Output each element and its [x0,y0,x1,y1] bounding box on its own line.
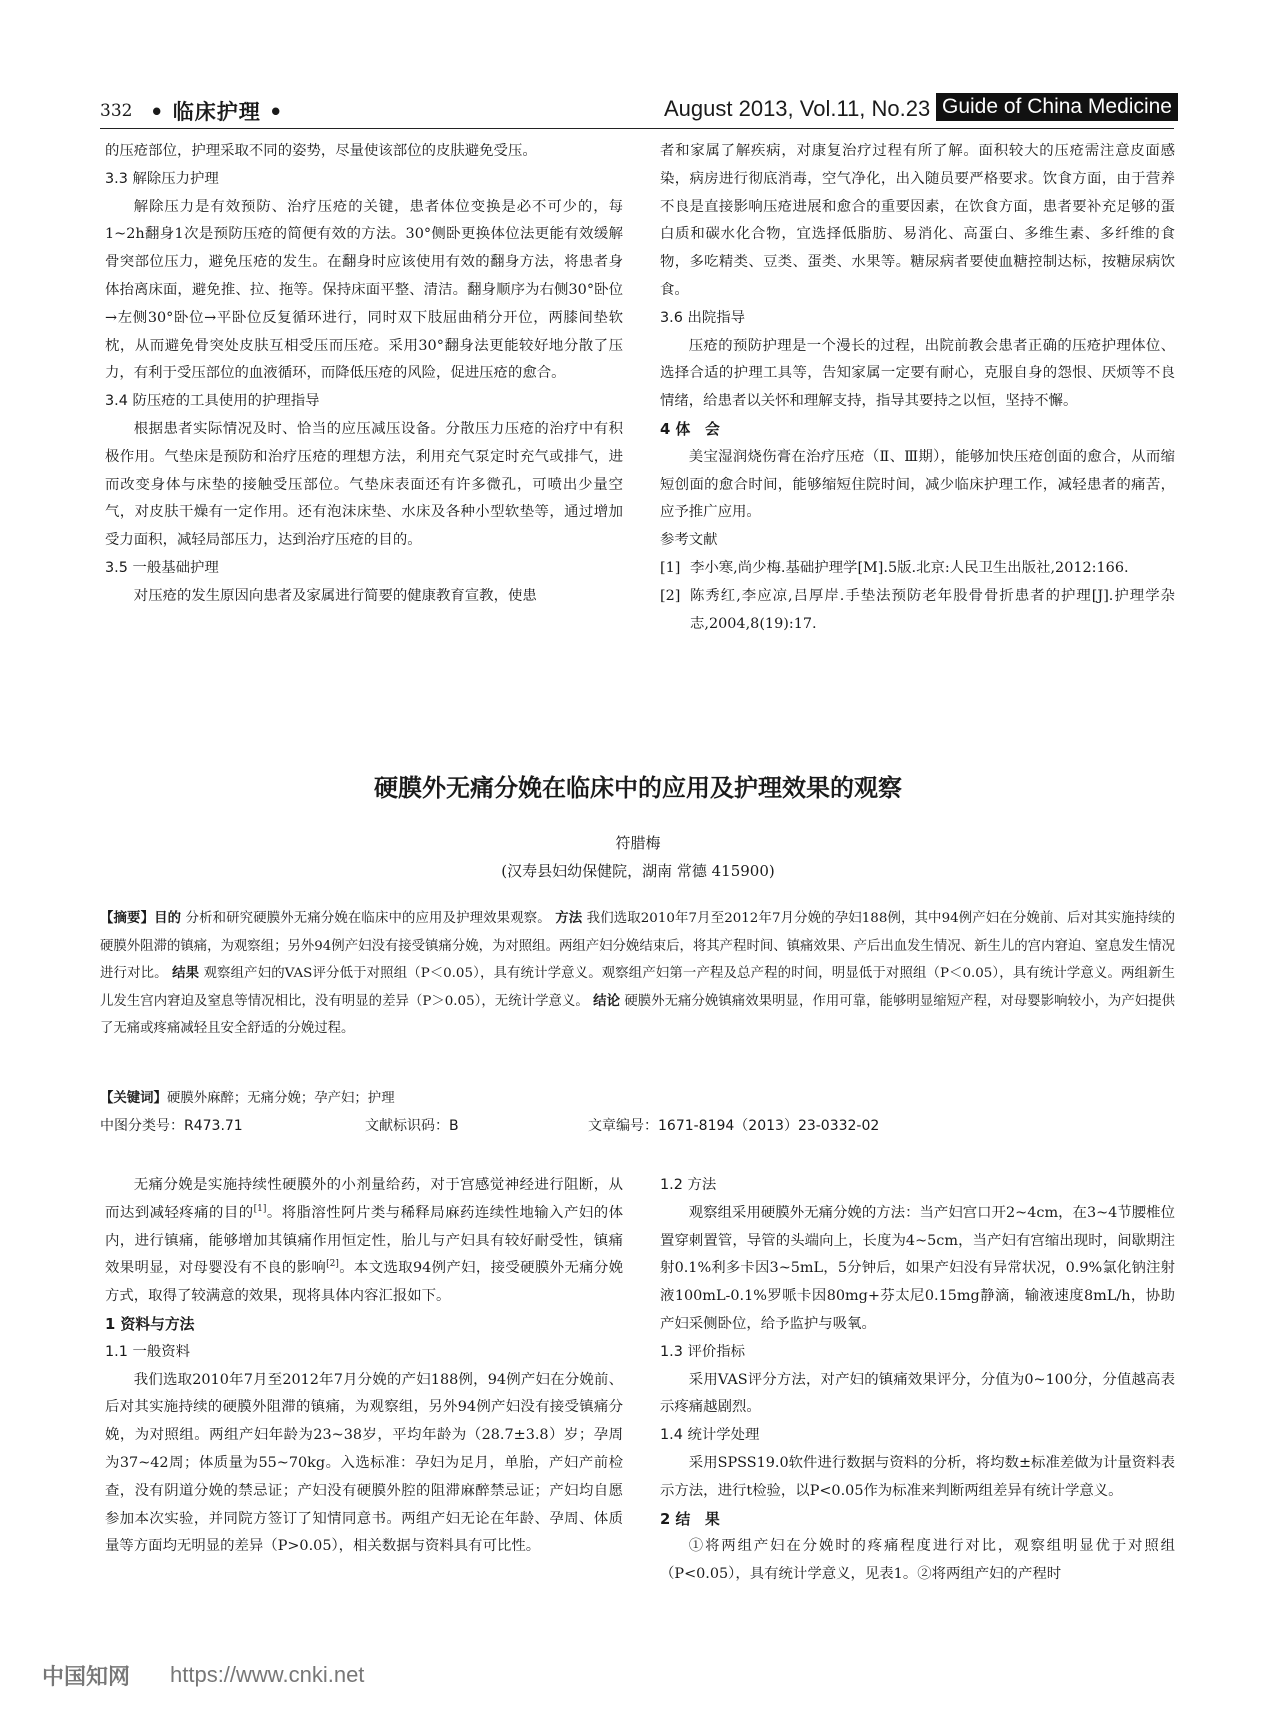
reference-text: 李小寒,尚少梅.基础护理学[M].5版.北京:人民卫生出版社,2012:166. [690,559,1129,576]
keywords [100,1087,1175,1106]
page-number: 332 [100,101,133,121]
abstract-label: 【摘要】 [100,911,155,926]
citation: [1] [253,1204,267,1214]
intro-text: 。将脂溶性阿片类与稀释局麻药连续性地输入产妇的体内，进行镇痛，能够增加其镇痛作用恒定性，胎儿与产妇具有较好耐受性，镇痛效果明显，对母婴没有不良的影响 [105,1204,623,1277]
abstract-objective-label: 目的 [154,911,182,926]
cnki-logo: 中国知网 [42,1665,131,1690]
cnki-url: https://www.cnki.net [170,1662,365,1687]
section-heading: 3.5 一般基础护理 [105,559,219,576]
references-heading: 参考文献 [660,532,718,549]
abstract-result-label: 结果 [172,966,200,981]
paragraph: 压疮的预防护理是一个漫长的过程，出院前教会患者正确的压疮护理体位、选择合适的护理工具等，告知家属一定要有耐心，克服自身的怨恨、厌烦等不良情绪，给患者以关怀和理解支持，指导其要持之以恒，坚持不懈。 [660,337,1175,410]
paragraph: 美宝湿润烧伤膏在治疗压疮（Ⅱ、Ⅲ期），能够加快压疮创面的愈合，从而缩短创面的愈合时间，能够缩短住院时间，减少临床护理工作，减轻患者的痛苦，应予推广应用。 [660,448,1175,521]
paragraph: 解除压力是有效预防、治疗压疮的关键，患者体位变换是必不可少的，每1~2h翻身1次是预防压疮的简便有效的方法。30°侧卧更换体位法更能有效缓解骨突部位压力，避免压疮的发生。在翻身时应该使用有效的翻身方法，将患者身体抬离床面，避免推、拉、拖等。保持床面平整、清洁。翻身顺序为右侧30°卧位→左侧30°卧位→平卧位反复循环进行，同时双下肢屈曲稍分开位，两膝间垫软枕，从而避免骨突处皮肤互相受压而压疮。采用30°翻身法更能较好地分散了压力，有利于受压部位的血液循环，而降低压疮的风险，促进压疮的愈合。 [105,198,623,382]
paragraph: ①将两组产妇在分娩时的疼痛程度进行对比，观察组明显优于对照组（P<0.05），具有统计学意义，见表1。②将两组产妇的产程时 [660,1538,1175,1583]
journal-issue: August 2013, Vol.11, No.23 [664,96,931,121]
prev-article-left-column [105,138,623,611]
abstract-method: 我们选取2010年7月至2012年7月分娩的孕妇188例，其中94例产妇在分娩前、后对其实施持续的硬膜外阻滞的镇痛，为观察组；另外94例产妇没有接受镇痛分娩，为对照组。两组产妇分娩结束后，将其产程时间、镇痛效果、产后出血发生情况、新生儿的宫内窘迫、窒息发生情况进行对比。 [100,911,1176,981]
section-heading: 1.1 一般资料 [105,1343,191,1360]
abstract [100,905,1175,1043]
body-right-column [660,1172,1175,1589]
reference-number: [1] [660,559,681,576]
header-rule [100,128,1174,129]
abstract-objective: 分析和研究硬膜外无痛分娩在临床中的应用及护理效果观察。 [185,911,551,926]
section-heading: 3.3 解除压力护理 [105,170,219,187]
intro-text: 。本文选取94例产妇，接受硬膜外无痛分娩方式，取得了较满意的效果，现将具体内容汇报如下。 [105,1260,623,1305]
section-label: • 临床护理 • [150,100,284,124]
section-heading: 1 资料与方法 [105,1315,195,1333]
reference-item [660,583,1175,639]
section-heading: 4 体 会 [660,420,720,438]
journal-name-badge: Guide of China Medicine [936,93,1178,121]
paragraph: 观察组采用硬膜外无痛分娩的方法：当产妇宫口开2~4cm，在3~4节腰椎位置穿刺置管，导管的头端向上，长度为4~5cm，当产妇有宫缩出现时，间歇期注射0.1%利多卡因3~5mL，5分钟后，如果产妇没有异常状况，0.9%氯化钠注射液100mL-0.1%罗哌卡因80mg+芬太尼0.15mg静滴，输液速度8mL/h，协助产妇采侧卧位，给予监护与吸氧。 [660,1204,1175,1332]
clc-number: 中图分类号：R473.71 [100,1118,243,1134]
abstract-conclusion-label: 结论 [593,993,621,1009]
paragraph: 我们选取2010年7月至2012年7月分娩的产妇188例，94例产妇在分娩前、后对其实施持续的硬膜外阻滞的镇痛，为观察组，另外94例产妇没有接受镇痛分娩，为对照组。两组产妇年龄为23~38岁，平均年龄为（28.7±3.8）岁；孕周为37~42周；体质量为55~70kg。入选标准：孕妇为足月，单胎，产妇产前检查，没有阴道分娩的禁忌证；产妇没有硬膜外腔的阻滞麻醉禁忌证；产妇均自愿参加本次实验，并同院方签订了知情同意书。两组产妇无论在年龄、孕周、体质量等方面均无明显的差异（P>0.05），相关数据与资料具有可比性。 [105,1371,623,1555]
reference-text: 陈秀红,李应凉,吕厚岸.手垫法预防老年股骨骨折患者的护理[J].护理学杂志,2004,8(19):17. [690,587,1175,632]
intro-paragraph [105,1172,623,1311]
paragraph: 采用SPSS19.0软件进行数据与资料的分析，将均数±标准差做为计量资料表示方法，进行t检验，以P<0.05作为标准来判断两组差异有统计学意义。 [660,1454,1175,1499]
article-affiliation: (汉寿县妇幼保健院，湖南 常德 415900) [501,862,775,880]
section-heading: 2 结 果 [660,1510,720,1528]
section-heading: 1.4 统计学处理 [660,1427,760,1444]
reference-number: [2] [660,587,681,604]
paragraph: 根据患者实际情况及时、恰当的应压减压设备。分散压力压疮的治疗中有积极作用。气垫床是预防和治疗压疮的理想方法，利用充气泵定时充气或排气，进而改变身体与床垫的接触受压部位。气垫床表面还有许多微孔，可喷出少量空气，对皮肤干燥有一定作用。还有泡沫床垫、水床及各种小型软垫等，通过增加受力面积，减轻局部压力，达到治疗压疮的目的。 [105,420,623,549]
abstract-method-label: 方法 [555,911,583,926]
section-heading: 1.2 方法 [660,1177,717,1193]
reference-item [660,555,1175,583]
body-left-column [105,1172,623,1561]
paragraph: 对压疮的发生原因向患者及家属进行简要的健康教育宣教，使患 [133,587,537,604]
document-code: 文献标识码：B [365,1118,459,1134]
prev-article-right-column [660,138,1175,638]
intro-text: 无痛分娩是实施持续性硬膜外的小剂量给药，对于宫感觉神经进行阻断，从而达到减轻疼痛的目的 [105,1177,623,1221]
section-heading: 3.6 出院指导 [660,309,746,326]
paragraph: 采用VAS评分方法，对产妇的镇痛效果评分，分值为0~100分，分值越高表示疼痛越剧烈。 [660,1371,1175,1416]
paragraph: 的压疮部位，护理采取不同的姿势，尽量使该部位的皮肤避免受压。 [105,143,537,159]
section-heading: 1.3 评价指标 [660,1343,746,1360]
section-heading: 3.4 防压疮的工具使用的护理指导 [105,393,320,410]
keywords-label: 【关键词】 [100,1091,167,1106]
keywords-text: 硬膜外麻醉；无痛分娩；孕产妇；护理 [166,1091,395,1106]
abstract-result: 观察组产妇的VAS评分低于对照组（P＜0.05），具有统计学意义。观察组产妇第一产程及总产程的时间，明显低于对照组（P＜0.05），具有统计学意义。两组新生儿发生宫内窘迫及窒息等情况相比，没有明显的差异（P＞0.05），无统计学意义。 [100,966,1176,1009]
abstract-conclusion: 硬膜外无痛分娩镇痛效果明显，作用可靠，能够明显缩短产程，对母婴影响较小，为产妇提供了无痛或疼痛减轻且安全舒适的分娩过程。 [100,993,1176,1036]
article-number: 文章编号：1671-8194（2013）23-0332-02 [588,1118,880,1134]
article-title: 硬膜外无痛分娩在临床中的应用及护理效果的观察 [374,774,902,802]
citation: [2] [326,1259,339,1270]
article-author: 符腊梅 [615,834,661,852]
paragraph: 者和家属了解疾病，对康复治疗过程有所了解。面积较大的压疮需注意皮面感染，病房进行彻底消毒，空气净化，出入随员要严格要求。饮食方面，由于营养不良是直接影响压疮进展和愈合的重要因素，在饮食方面，患者要补充足够的蛋白质和碳水化合物，宜选择低脂肪、易消化、高蛋白、多维生素、多纤维的食物，多吃精类、豆类、蛋类、水果等。糖尿病者要使血糖控制达标，按糖尿病饮食。 [660,143,1175,298]
